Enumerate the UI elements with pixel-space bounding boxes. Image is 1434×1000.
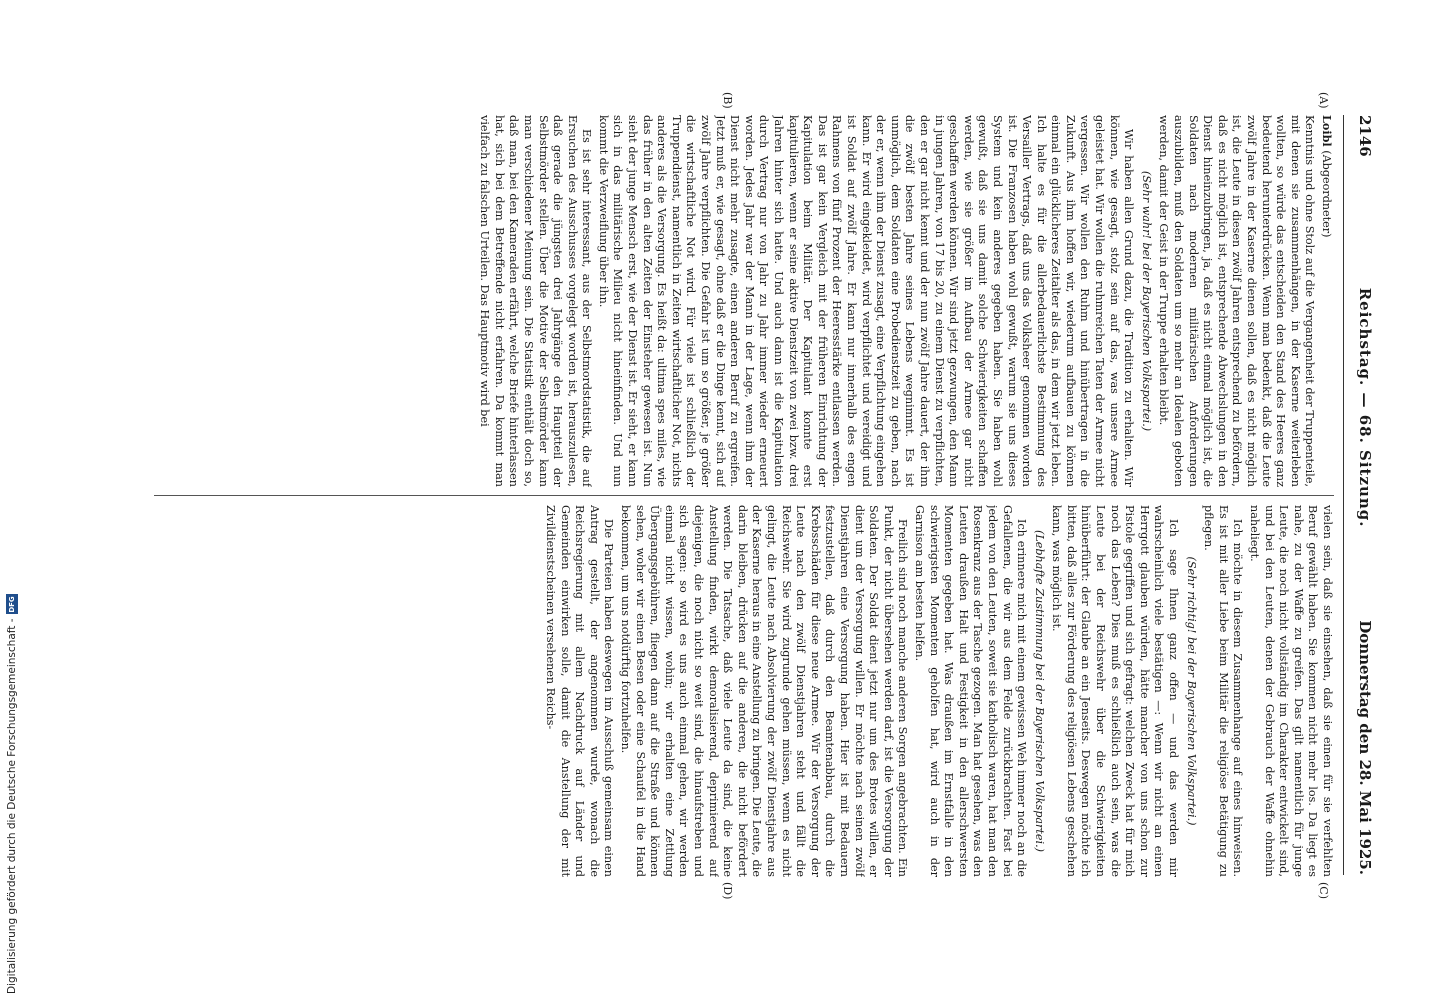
- digitization-credit: [0, 0, 22, 1000]
- paragraph: Die Parteien haben deswegen im Ausschuß gemeinsam einen Antrag gestellt, der angenommen wurde, wonach die Reichsregierung mit allem Nachdruck auf Länder und Gemeinden einwirken solle, damit die Anstellung der mit Zivildienstscheinen versehenen Reichs-: [544, 505, 616, 877]
- margin-marker-a: (A): [1317, 92, 1330, 109]
- paragraph: vielen sein, daß sie einsehen, daß sie einen für sie verfehlten Beruf gewählt haben. Sie kommen nicht mehr los. Da liegt es nahe, zu der Waffe zu greifen. Das gilt namentlich für junge Leute, die noch nicht vollständig im Charakter entwickelt sind, und bei den Leuten, denen der Gebrauch der Waffe ohnehin naheliegt.: [1248, 505, 1334, 877]
- paragraph: Es ist sehr interessant, aus der Selbstmordstatistik, die auf Ersuchen des Ausschusses vorgelegt worden ist, herauszulesen, daß gerade die jüngsten drei Jahrgänge den Hauptteil der Selbstmörder stellen. Über die Motive der Selbstmörder kann man verschiedener Meinung sein. Die Statistik enthält doch so, daß man, bei den Kameraden erfährt, welche Briefe hinterlassen hat, sich bei dem Betreffende nicht erfahren. Da kommt man vielfach zu falschen Urteilen. Das Hauptmotiv wird bei: [478, 115, 594, 487]
- session-title: Reichstag. — 68. Sitzung.: [1356, 287, 1374, 528]
- paragraph: Kenntnis und ohne Stolz auf die Vergangenheit der Truppenteile, mit denen sie zusammenhängen, in der Kaserne weiterleben wollten, so würde das entscheiden den Stand des Heeres ganz bedeutend herunterdrücken. Wenn man bedenkt, daß die Leute zwölf Jahre in der Kaserne dienen sollen, daß es nicht möglich ist, die Leute in diesen zwölf Jahren entsprechend zu befördern, daß es nicht möglich ist, entsprechende Abwechslungen in den Dienst hineinzubringen, ja, daß es nicht einmal möglich ist, die Soldaten nach modernen militärischen Anforderungen auszubilden, muß den Soldaten um so mehr an Idealen geboten werden, damit der Geist in der Truppe erhalten bleibt.: [1157, 115, 1317, 487]
- margin-marker-b: (B): [721, 92, 734, 109]
- interjection: (Lebhafte Zustimmung bei der Bayerischen Volkspartei.): [1032, 529, 1046, 853]
- margin-marker-c: (C): [1317, 882, 1330, 899]
- paragraph: Wir haben allen Grund dazu, die Tradition zu erhalten. Wir können, wie gesagt, stolz sein auf das, was unsere Armee geleistet hat. Wir wollen die ruhmreichen Taten der Armee nicht vergessen. Wir wollen den Ruhm und hinübertragen in die Zukunft. Aus ihm hoffen wir, wiederum aufbauen zu können einmal ein glücklicheres Zeitalter als das, in dem wir jetzt leben. Ich halte es für die allerbedauerlichste Bestimmung des Versailler Vertrags, daß uns das Volksheer genommen worden ist. Die Franzosen haben wohl gewußt, warum sie uns dieses System und kein anderes gegeben haben. Sie haben wohl gewußt, daß sie uns damit solche Schwierigkeiten schaffen werden, wie sie größer im Aufbau der Armee gar nicht geschaffen werden können. Wir sind jetzt gezwungen, den Mann in jungen Jahren, von 17 bis 20, zu einem Dienst zu verpflichten, den er gar nicht kennt und der nun zwölf Jahre dauert, der ihm die zwölf besten Jahre seines Lebens wegnimmt. Es ist unmöglich, dem Soldaten eine Probedienstzeit zu geben, nach der er, wenn ihm der Dienst zusagt, eine Verpflichtung eingehen kann. Er wird eingekleidet, wird verpflichtet und vereidigt und ist Soldat auf zwölf Jahre. Er kann nur innerhalb des engen Rahmens von fünf Prozent der Heeresstärke entlassen werden. Das ist gar kein Vergleich mit der früheren Einrichtung der Kapitulation beim Militär. Der Kapitulant konnte erst kapitulieren, wenn er seine aktive Dienstzeit von zwei bzw. drei Jahren hinter sich hatte. Und auch dann ist die Kapitulation durch Vertrag nur von Jahr zu Jahr immer wieder erneuert worden. Jedes Jahr war der Mann in der Lage, wenn ihm der Dienst nicht mehr zusagte, einen anderen Beruf zu ergreifen. Jetzt muß er, wie gesagt, ohne daß er die Dinge kennt, sich auf zwölf Jahre verpflichten. Die Gefahr ist um so größer, je größer die wirtschaftliche Not wird. Für viele ist schließlich der Truppendienst, namentlich in Zeiten wirtschaftlicher Not, nichts anderes als die Versorgung. Es heißt da: ultima spes miles, wie das früher in den alten Zeiten der Einsteher gewesen ist. Nun sieht der junge Mensch erst, wie der Dienst ist. Er sieht, er kann sich in das militärische Milieu nicht hineinfinden. Und nun kommt die Verzweiflung über ihn.: [596, 115, 1136, 487]
- paragraph: Ich erinnere mich mit einem gewissen Weh immer noch an die Gefallenen, die wir aus dem Felde zurückbrachten. Fast bei jedem von den Leuten, soweit sie katholisch waren, hat man den Rosenkranz aus der Tasche gezogen. Man hat gesehen, was den Leuten draußen Halt und Festigkeit in den allerschwersten Momenten gegeben hat. Was draußen im Ernstfalle in den schwierigsten Momenten geholfen hat, wird auch in der Garnison am besten helfen.: [912, 505, 1029, 877]
- credit-text: Digitalisierung gefördert durch die Deutsche Forschungsgemeinschaft -: [6, 618, 18, 994]
- left-text-column: [154, 115, 1334, 487]
- session-date: Donnerstag den 28. Mai 1925.: [1356, 620, 1374, 875]
- page-header: [1343, 115, 1374, 875]
- paragraph: Freilich sind noch manche anderen Sorgen angebrachten. Ein Punkt, der nicht übersehen werden darf, ist die Versorgung der Soldaten. Der Soldat dient jetzt nur um des Brotes willen, er dient um der Versorgung willen. Er möchte nach seinen zwölf Dienstjahren eine Versorgung haben. Hier ist mit Bedauern festzustellen, daß durch den Beamtenabbau, durch die Krebsschäden für diese neue Armee. Wir der Versorgung der Leute nach den zwölf Dienstjahren steht und fällt die Reichswehr. Sie wird zugrunde gehen müssen, wenn es nicht gelingt, die Leute nach Absolvierung der zwölf Dienstjahre aus der Kaserne heraus in eine Anstellung zu bringen. Die Leute, die darin bleiben, drücken auf die anderen, die nicht befördert werden. Die Tatsache, daß viele Leute da sind, die keine Anstellung finden, wirkt demoralisierend, deprimierend auf diejenigen, die noch nicht so weit sind, die hinaufstreben und sich sagen: so wird es uns auch einmal gehen, wir werden einmal nicht wissen, wohin; wir erhalten eine Zettlung Übergangsgebühren, fliegen dann auf die Straße und können sehen, woher wir einen Besen oder eine Schaufel in die Hand bekommen, um uns notdürftig fortzuhelfen.: [619, 505, 910, 877]
- speaker-line: [1318, 115, 1334, 487]
- credit-line: [6, 594, 18, 994]
- speaker-note: (Abgeordneter): [1320, 150, 1333, 238]
- page-number: 2146: [1356, 115, 1374, 157]
- interjection: (Sehr richtig! bei der Bayerischen Volkspartei.): [1184, 556, 1198, 826]
- interjection: (Sehr wahr! bei der Bayerischen Volkspartei.): [1139, 170, 1153, 432]
- paragraph: Ich sage Ihnen ganz offen — und das werden mir wahrscheinlich viele bestätigen —: Wenn wir nicht an einen Herrgott glauben würden, hätte mancher von uns schon zur Pistole gegriffen und sich gefragt: welchen Zweck hat für mich noch das Leben? Dies muß es schließlich auch sein, was die Leute bei der Reichswehr über die Schwierigkeiten hinüberführt: der Glaube an ein Jenseits. Deswegen möchte ich bitten, daß alles zur Förderung des religiösen Lebens geschehen kann, was möglich ist.: [1050, 505, 1181, 877]
- speaker-name: Loibl: [1320, 115, 1334, 147]
- dfg-logo-icon: DFG: [8, 596, 16, 613]
- right-text-column: [154, 505, 1334, 877]
- margin-marker-d: (D): [721, 882, 734, 900]
- column-divider: [154, 495, 1334, 496]
- paragraph: Ich möchte in diesem Zusammenhange auf eines hinweisen. Es ist mit aller Liebe beim Militär die religiöse Betätigung zu pflegen.: [1202, 505, 1245, 877]
